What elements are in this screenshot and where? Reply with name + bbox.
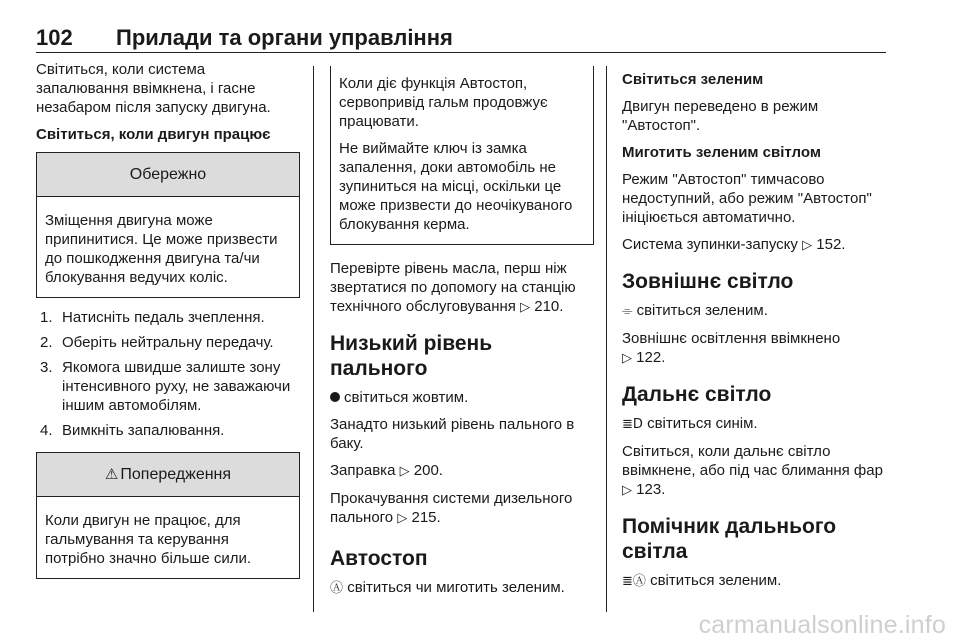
- warning-title: Попередження: [120, 466, 232, 483]
- page-title: Прилади та органи управління: [116, 25, 453, 50]
- high-beam-icon: ≣D: [622, 417, 643, 432]
- high-beam-assist-icon: ≣Ⓐ: [622, 574, 646, 589]
- green-text: Двигун переведено в режим "Автостоп".: [622, 98, 819, 134]
- column-divider: [606, 66, 607, 612]
- blink-text: Режим "Автостоп" тимчасово недоступний, або режим "Автостоп" ініціюється автоматично.: [622, 171, 872, 226]
- ref-arrow-icon: ▷: [622, 483, 632, 498]
- exterior-status: світиться зеленим.: [636, 302, 768, 319]
- fuel-warning-icon: [330, 392, 340, 402]
- list-item: 4. Вимкніть запалювання.: [40, 422, 225, 439]
- warning-box: [36, 452, 300, 579]
- exterior-text: Зовнішнє освітлення ввімкнено ▷ 122.: [622, 330, 841, 366]
- heading-high-beam-assist: Помічник дальнього світла: [622, 515, 837, 563]
- ignition-key-note: Не виймайте ключ із замка запалення, доки автомобіль не зупиниться на місці, оскільки це може призвести до неочікуваного блокування керма.: [339, 140, 573, 233]
- list-item: 1. Натисніть педаль зчеплення.: [40, 309, 265, 326]
- caution-body: Зміщення двигуна може припинитися. Це може призвести до пошкодження двигуна та/чи блокування ведучих коліс.: [45, 212, 278, 286]
- steps-list: [36, 308, 300, 440]
- heading-autostop: Автостоп: [330, 547, 428, 570]
- ref-arrow-icon: ▷: [397, 511, 408, 526]
- page-number: 102: [36, 25, 73, 50]
- ref-arrow-icon: ▷: [622, 351, 632, 366]
- column-divider: [313, 66, 314, 612]
- autostop-brake-note: Коли діє функція Автостоп, сервопривід гальм продовжує працювати.: [339, 75, 548, 130]
- autostop-status: світиться чи миготить зеленим.: [347, 579, 565, 596]
- ref-arrow-icon: ▷: [399, 464, 410, 479]
- heading-lights-green: Світиться зеленим: [622, 71, 764, 88]
- column-left: [36, 60, 300, 589]
- caution-title: Обережно: [37, 153, 299, 197]
- warning-triangle-icon: ⚠: [104, 465, 119, 483]
- intro-text: Світиться, коли система запалювання ввімкнена, і гасне незабаром після запуску двигуна.: [36, 61, 271, 116]
- heading-blinks-green: Миготить зеленим світлом: [622, 144, 821, 161]
- ref-arrow-icon: ▷: [802, 238, 813, 253]
- assist-status: світиться зеленим.: [650, 572, 782, 589]
- column-right: [622, 60, 892, 599]
- ref-arrow-icon: ▷: [520, 300, 531, 315]
- exterior-light-icon: ⌯: [622, 304, 633, 319]
- warning-box-continued: [330, 66, 594, 245]
- heading-high-beam: Дальнє світло: [622, 383, 772, 406]
- list-item: 3. Якомога швидше залиште зону інтенсивного руху, не заважаючи іншим автомобілям.: [40, 359, 291, 414]
- high-beam-text: Світиться, коли дальнє світло ввімкнене, або під час блимання фар ▷ 123.: [622, 443, 883, 498]
- refuel-text: Заправка ▷ 200.: [330, 462, 443, 479]
- fuel-status: світиться жовтим.: [344, 389, 469, 406]
- stop-start-ref: Система зупинки-запуску ▷ 152.: [622, 236, 846, 253]
- list-item: 2. Оберіть нейтральну передачу.: [40, 334, 274, 351]
- heading-exterior-light: Зовнішнє світло: [622, 270, 794, 293]
- fuel-text: Занадто низький рівень пального в баку.: [330, 416, 575, 452]
- warning-body: Коли двигун не працює, для гальмування та керування потрібно значно більше сили.: [45, 512, 252, 567]
- page-header: [36, 22, 886, 53]
- column-middle: [330, 60, 594, 606]
- fuel-bleed-text: Прокачування системи дизельного пального ▷ 215.: [330, 490, 573, 526]
- high-beam-status: світиться синім.: [647, 415, 758, 432]
- oil-check-text: Перевірте рівень масла, перш ніж звертатися по допомогу на станцію технічного обслуговування ▷ 210.: [330, 260, 576, 315]
- watermark: carmanualsonline.info: [698, 611, 946, 639]
- caution-box: [36, 152, 300, 298]
- heading-low-fuel: Низький рівень пального: [330, 332, 493, 380]
- autostop-icon: Ⓐ: [330, 581, 344, 596]
- subheading-engine-running: Світиться, коли двигун працює: [36, 126, 271, 143]
